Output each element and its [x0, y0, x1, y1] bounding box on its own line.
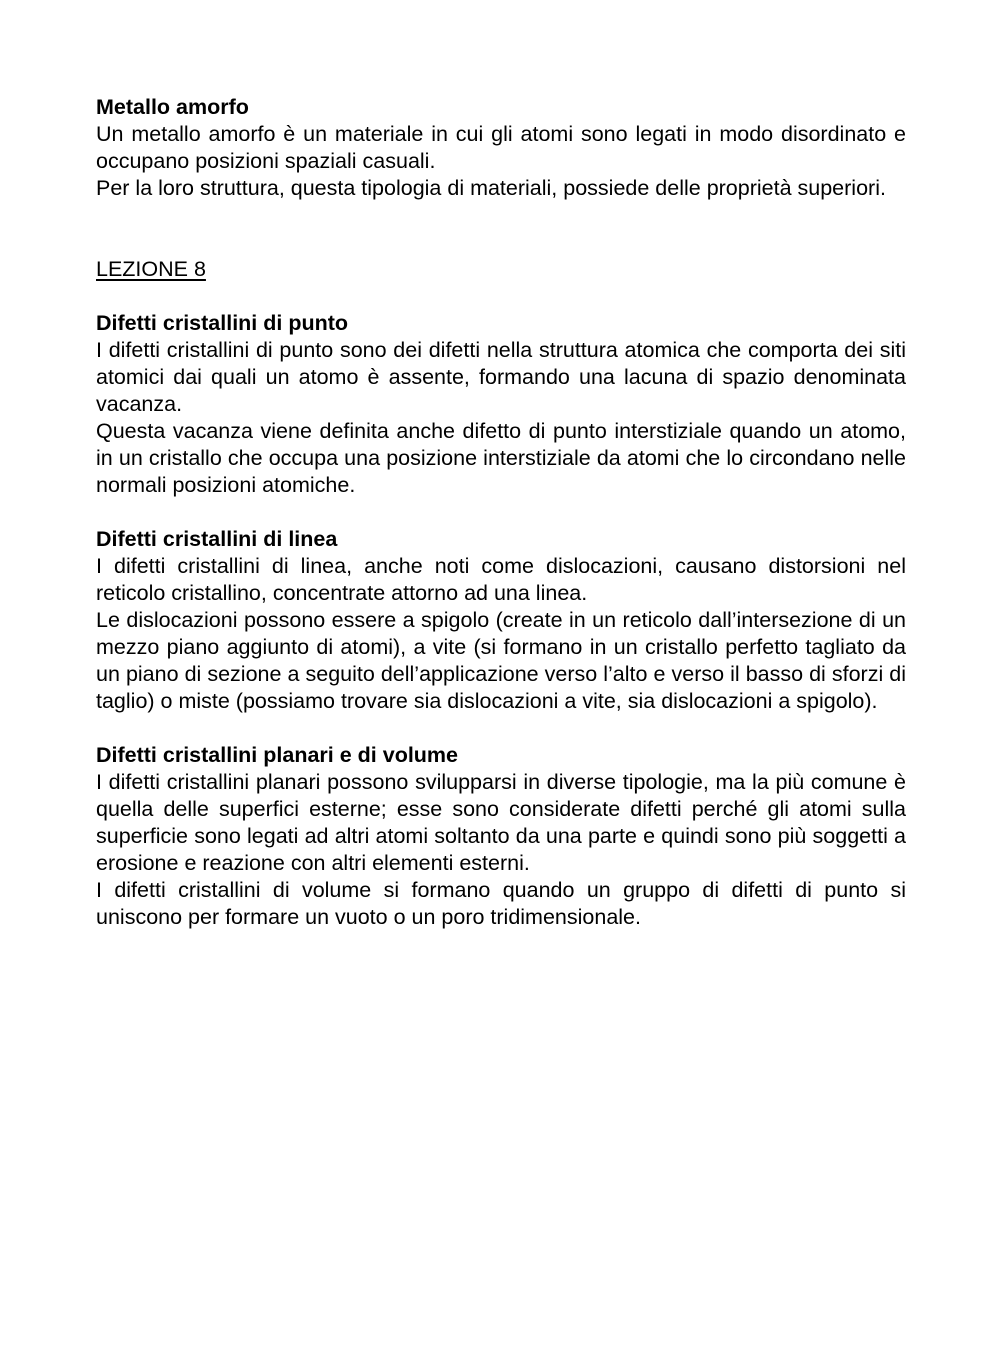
section-heading: Difetti cristallini planari e di volume	[96, 743, 459, 767]
section-metallo-amorfo	[96, 94, 906, 202]
paragraph: I difetti cristallini planari possono svilupparsi in diverse tipologie, ma la più comune è quella delle superfici esterne; esse sono considerate difetti perché gli atomi sulla superficie sono legati ad altri atomi soltanto da una parte e quindi sono più soggetti a erosione e reazione con altri elementi esterni.	[96, 770, 906, 875]
paragraph: I difetti cristallini di punto sono dei difetti nella struttura atomica che comporta dei siti atomici dai quali un atomo è assente, formando una lacuna di spazio denominata vacanza.	[96, 338, 906, 416]
section-difetti-linea	[96, 526, 906, 715]
section-difetti-punto	[96, 310, 906, 499]
paragraph: I difetti cristallini di linea, anche noti come dislocazioni, causano distorsioni nel reticolo cristallino, concentrate attorno ad una linea.	[96, 554, 906, 605]
paragraph: Questa vacanza viene definita anche difetto di punto interstiziale quando un atomo, in un cristallo che occupa una posizione interstiziale da atomi che lo circondano nelle normali posizioni atomiche.	[96, 419, 906, 497]
paragraph: Per la loro struttura, questa tipologia di materiali, possiede delle proprietà superiori.	[96, 176, 886, 200]
paragraph: I difetti cristallini di volume si formano quando un gruppo di difetti di punto si uniscono per formare un vuoto o un poro tridimensionale.	[96, 878, 906, 929]
section-heading: Metallo amorfo	[96, 95, 249, 119]
lesson-title: LEZIONE 8	[96, 257, 206, 281]
section-heading: Difetti cristallini di punto	[96, 311, 349, 335]
document-page	[96, 94, 906, 931]
section-heading: Difetti cristallini di linea	[96, 527, 338, 551]
section-difetti-planari-volume	[96, 742, 906, 931]
paragraph: Un metallo amorfo è un materiale in cui gli atomi sono legati in modo disordinato e occupano posizioni spaziali casuali.	[96, 122, 906, 173]
paragraph: Le dislocazioni possono essere a spigolo (create in un reticolo dall’intersezione di un mezzo piano aggiunto di atomi), a vite (si formano in un cristallo perfetto tagliato da un piano di sezione a seguito dell’applicazione verso l’alto e verso il basso di sforzi di taglio) o miste (possiamo trovare sia dislocazioni a vite, sia dislocazioni a spigolo).	[96, 608, 906, 713]
